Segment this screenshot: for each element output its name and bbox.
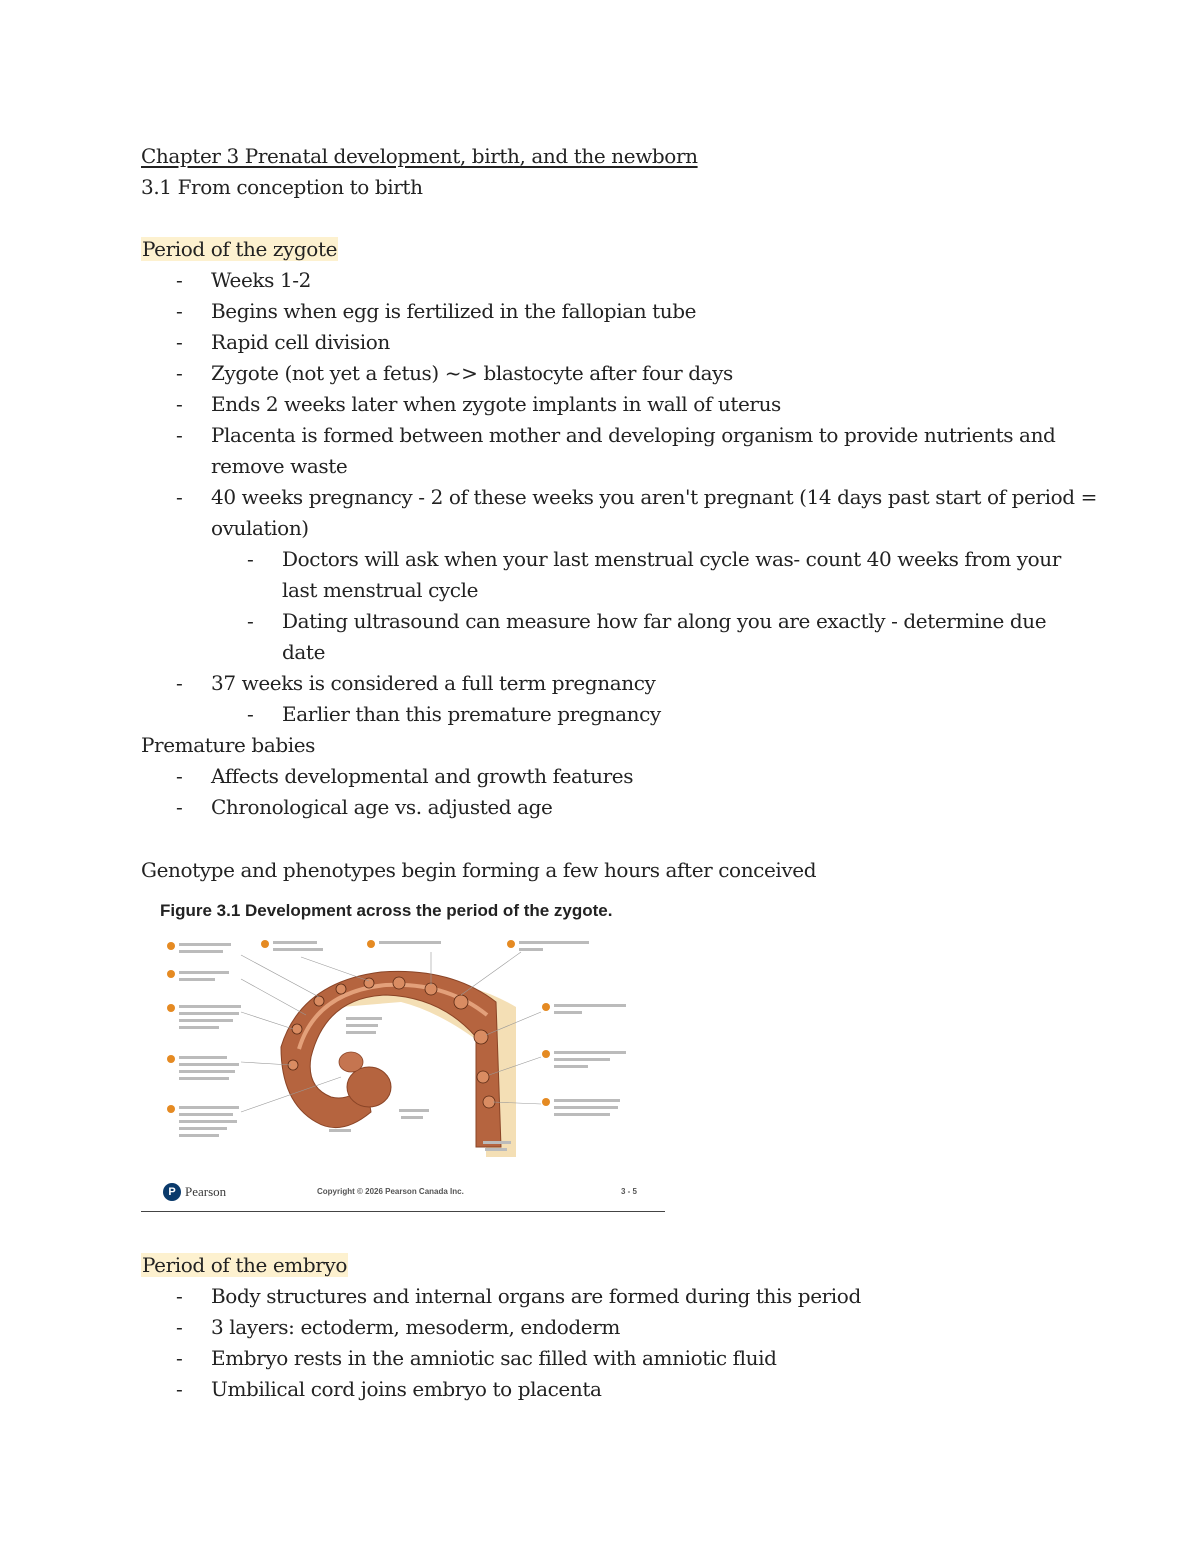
chapter-heading: Chapter 3 Prenatal development, birth, and the newborn: [141, 144, 698, 168]
figure-divider: [141, 1211, 665, 1212]
list-item-continued: ovulation): [211, 516, 309, 540]
figure-brand: Pearson: [185, 1184, 227, 1199]
list-item: - Affects developmental and growth features: [176, 764, 634, 788]
premature-heading: Premature babies: [141, 733, 316, 757]
figure-3-1: [141, 897, 665, 1215]
figure-slide-number: 3 - 5: [621, 1187, 638, 1196]
section-heading: 3.1 From conception to birth: [141, 175, 423, 199]
zygote-heading-text: Period of the zygote: [142, 237, 338, 261]
sub-list-item: - Earlier than this premature pregnancy: [247, 702, 661, 726]
sub-list-item: - Dating ultrasound can measure how far along you are exactly - determine due: [247, 609, 1047, 633]
list-item: - 40 weeks pregnancy - 2 of these weeks you aren't pregnant (14 days past start of period =: [176, 485, 1097, 509]
sub-list-item-continued: date: [282, 640, 325, 664]
list-item: - Chronological age vs. adjusted age: [176, 795, 553, 819]
sub-list-item: - Doctors will ask when your last menstrual cycle was- count 40 weeks from your: [247, 547, 1061, 571]
list-item: - Weeks 1-2: [176, 268, 311, 292]
list-item: - Placenta is formed between mother and developing organism to provide nutrients and: [176, 423, 1056, 447]
list-item: - 37 weeks is considered a full term pregnancy: [176, 671, 656, 695]
list-item-continued: remove waste: [211, 454, 348, 478]
sub-list-item-continued: last menstrual cycle: [282, 578, 479, 602]
list-item: - 3 layers: ectoderm, mesoderm, endoderm: [176, 1315, 620, 1339]
embryo-heading: [141, 1250, 348, 1281]
list-item: - Ends 2 weeks later when zygote implants in wall of uterus: [176, 392, 781, 416]
zygote-heading: [141, 234, 338, 265]
fallopian-tube-diagram: [141, 897, 665, 1215]
list-item: - Umbilical cord joins embryo to placenta: [176, 1377, 602, 1401]
genotype-paragraph: Genotype and phenotypes begin forming a few hours after conceived: [141, 858, 817, 882]
figure-title: Figure 3.1 Development across the period of the zygote.: [160, 901, 613, 920]
list-item: - Rapid cell division: [176, 330, 390, 354]
list-item: - Zygote (not yet a fetus) ~> blastocyte after four days: [176, 361, 733, 385]
list-item: - Embryo rests in the amniotic sac filled with amniotic fluid: [176, 1346, 777, 1370]
list-item: - Begins when egg is fertilized in the fallopian tube: [176, 299, 697, 323]
list-item: - Body structures and internal organs are formed during this period: [176, 1284, 861, 1308]
embryo-heading-text: Period of the embryo: [142, 1253, 347, 1277]
figure-copyright: Copyright © 2026 Pearson Canada Inc.: [317, 1187, 464, 1196]
pearson-logo-icon: P: [163, 1183, 181, 1201]
